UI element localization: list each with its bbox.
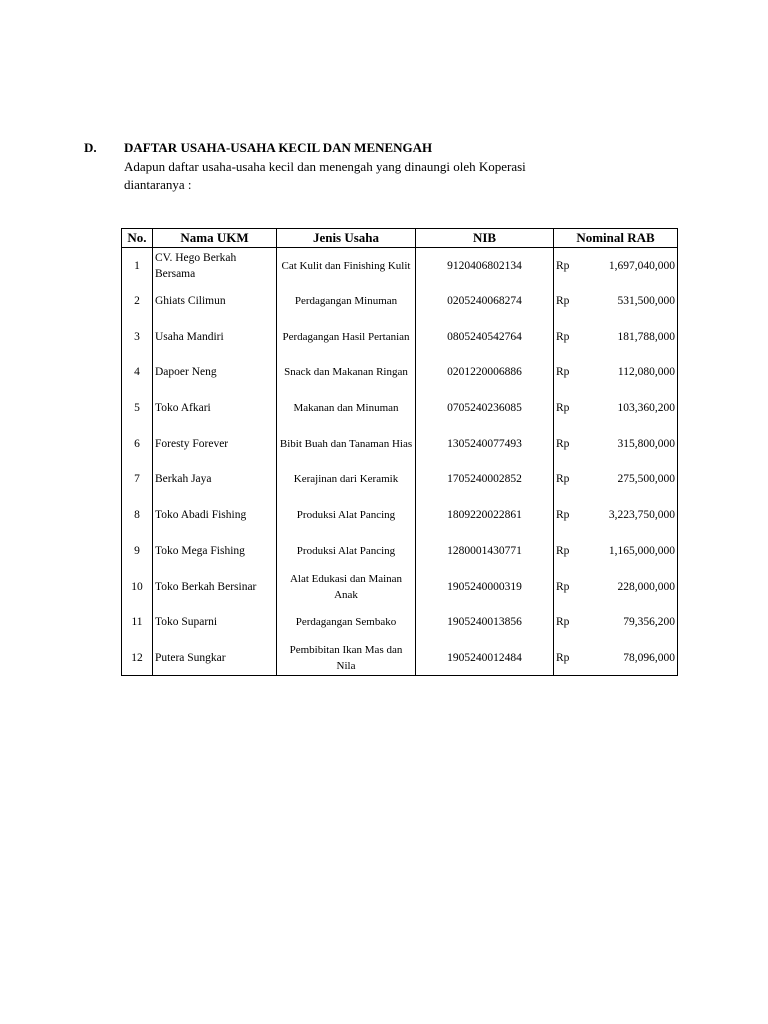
cell-jenis-usaha: Perdagangan Hasil Pertanian (277, 319, 416, 355)
cell-nama-ukm: CV. Hego Berkah Bersama (153, 248, 277, 284)
cell-nib: 1905240000319 (416, 569, 554, 605)
amount-value: 1,165,000,000 (608, 544, 675, 557)
cell-jenis-usaha: Produksi Alat Pancing (277, 497, 416, 533)
cell-jenis-usaha: Alat Edukasi dan Mainan Anak (277, 569, 416, 605)
cell-nominal-rab (554, 462, 678, 498)
cell-jenis-usaha: Makanan dan Minuman (277, 390, 416, 426)
currency-label: Rp (556, 544, 570, 557)
cell-nama-ukm: Toko Abadi Fishing (153, 497, 277, 533)
cell-nib: 0805240542764 (416, 319, 554, 355)
cell-nama-ukm: Putera Sungkar (153, 640, 277, 676)
cell-no: 12 (122, 640, 153, 676)
cell-nib: 1905240012484 (416, 640, 554, 676)
cell-nominal-rab (554, 640, 678, 676)
cell-jenis-usaha: Cat Kulit dan Finishing Kulit (277, 248, 416, 284)
cell-no: 3 (122, 319, 153, 355)
cell-nominal-rab (554, 604, 678, 640)
amount-value: 531,500,000 (617, 295, 675, 308)
cell-nominal-rab (554, 283, 678, 319)
table-row (122, 355, 678, 391)
currency-label: Rp (556, 473, 570, 486)
cell-nama-ukm: Toko Mega Fishing (153, 533, 277, 569)
cell-nib: 0201220006886 (416, 355, 554, 391)
cell-nama-ukm: Dapoer Neng (153, 355, 277, 391)
amount-value: 228,000,000 (617, 580, 675, 593)
cell-nib: 0705240236085 (416, 390, 554, 426)
cell-nama-ukm: Berkah Jaya (153, 462, 277, 498)
cell-jenis-usaha: Produksi Alat Pancing (277, 533, 416, 569)
cell-nominal-rab (554, 533, 678, 569)
cell-nominal-rab (554, 390, 678, 426)
cell-nama-ukm: Ghiats Cilimun (153, 283, 277, 319)
cell-no: 8 (122, 497, 153, 533)
cell-nib: 1305240077493 (416, 426, 554, 462)
table-row (122, 390, 678, 426)
table-row (122, 640, 678, 676)
cell-jenis-usaha: Perdagangan Sembako (277, 604, 416, 640)
cell-nominal-rab (554, 355, 678, 391)
cell-nominal-rab (554, 497, 678, 533)
cell-no: 1 (122, 248, 153, 284)
cell-nama-ukm: Foresty Forever (153, 426, 277, 462)
cell-nib: 1705240002852 (416, 462, 554, 498)
cell-no: 5 (122, 390, 153, 426)
cell-nama-ukm: Toko Afkari (153, 390, 277, 426)
currency-label: Rp (556, 509, 570, 522)
table-row (122, 569, 678, 605)
currency-label: Rp (556, 580, 570, 593)
cell-no: 7 (122, 462, 153, 498)
cell-no: 9 (122, 533, 153, 569)
amount-value: 79,356,200 (623, 616, 675, 629)
currency-label: Rp (556, 330, 570, 343)
table-row (122, 319, 678, 355)
cell-jenis-usaha: Bibit Buah dan Tanaman Hias (277, 426, 416, 462)
amount-value: 112,080,000 (617, 366, 675, 379)
currency-label: Rp (556, 437, 570, 450)
cell-nib: 1280001430771 (416, 533, 554, 569)
header-nominal-rab: Nominal RAB (554, 229, 678, 248)
cell-nib: 1809220022861 (416, 497, 554, 533)
table-row (122, 462, 678, 498)
cell-nominal-rab (554, 319, 678, 355)
amount-value: 78,096,000 (623, 651, 675, 664)
table-row (122, 283, 678, 319)
table-row (122, 497, 678, 533)
cell-no: 11 (122, 604, 153, 640)
amount-value: 275,500,000 (617, 473, 675, 486)
cell-no: 6 (122, 426, 153, 462)
header-jenis-usaha: Jenis Usaha (277, 229, 416, 248)
table-row (122, 604, 678, 640)
currency-label: Rp (556, 366, 570, 379)
cell-nama-ukm: Toko Suparni (153, 604, 277, 640)
cell-jenis-usaha: Pembibitan Ikan Mas dan Nila (277, 640, 416, 676)
amount-value: 3,223,750,000 (608, 509, 675, 522)
amount-value: 103,360,200 (617, 402, 675, 415)
currency-label: Rp (556, 259, 570, 272)
currency-label: Rp (556, 402, 570, 415)
cell-jenis-usaha: Snack dan Makanan Ringan (277, 355, 416, 391)
table-row (122, 248, 678, 284)
cell-jenis-usaha: Perdagangan Minuman (277, 283, 416, 319)
cell-no: 4 (122, 355, 153, 391)
table-row (122, 426, 678, 462)
table-row (122, 533, 678, 569)
table-header-row (122, 229, 678, 248)
cell-nib: 9120406802134 (416, 248, 554, 284)
section-title: DAFTAR USAHA-USAHA KECIL DAN MENENGAH (124, 140, 433, 155)
amount-value: 315,800,000 (617, 437, 675, 450)
intro-paragraph: Adapun daftar usaha-usaha kecil dan menengah yang dinaungi oleh Koperasi diantaranya : (124, 159, 526, 192)
header-nib: NIB (416, 229, 554, 248)
currency-label: Rp (556, 616, 570, 629)
cell-nominal-rab (554, 426, 678, 462)
cell-nominal-rab (554, 569, 678, 605)
header-nama-ukm: Nama UKM (153, 229, 277, 248)
cell-nib: 0205240068274 (416, 283, 554, 319)
cell-nama-ukm: Usaha Mandiri (153, 319, 277, 355)
cell-no: 10 (122, 569, 153, 605)
amount-value: 181,788,000 (617, 330, 675, 343)
ukm-table (121, 228, 678, 676)
cell-nib: 1905240013856 (416, 604, 554, 640)
section-letter: D. (84, 140, 97, 155)
header-no: No. (122, 229, 153, 248)
amount-value: 1,697,040,000 (608, 259, 675, 272)
cell-no: 2 (122, 283, 153, 319)
currency-label: Rp (556, 295, 570, 308)
cell-jenis-usaha: Kerajinan dari Keramik (277, 462, 416, 498)
cell-nama-ukm: Toko Berkah Bersinar (153, 569, 277, 605)
cell-nominal-rab (554, 248, 678, 284)
currency-label: Rp (556, 651, 570, 664)
